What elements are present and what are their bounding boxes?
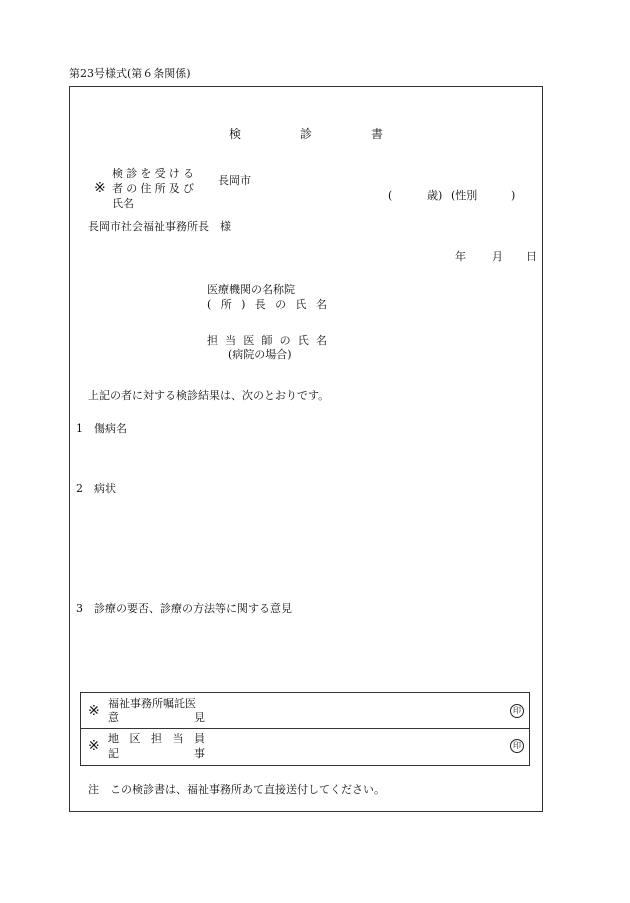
endorsement-officer-line2: 記 事 bbox=[108, 747, 205, 760]
endorsement-doctor-line1: 福祉事務所嘱託医 bbox=[108, 697, 196, 710]
title-char: 検 bbox=[229, 127, 242, 141]
section-3-number: 3 bbox=[76, 602, 83, 615]
form-number: 第23号様式(第６条関係) bbox=[69, 67, 191, 80]
endorsement-box-doctor bbox=[80, 692, 530, 729]
endorsement-officer-line1: 地 区 担 当 員 bbox=[108, 732, 205, 745]
date-day: 日 bbox=[526, 250, 537, 263]
patient-city: 長岡市 bbox=[218, 174, 251, 187]
section-1-number: 1 bbox=[76, 422, 83, 435]
section-1-label: 傷病名 bbox=[94, 422, 127, 435]
date-month: 月 bbox=[492, 250, 503, 263]
section-2-label: 病状 bbox=[94, 482, 116, 495]
institution-name-line1: 医療機関の名称院 bbox=[207, 283, 295, 296]
intro-text: 上記の者に対する検診結果は、次のとおりです。 bbox=[88, 389, 330, 402]
age-open: ( bbox=[388, 189, 393, 202]
sex-label: (性別 bbox=[451, 189, 478, 202]
section-2-number: 2 bbox=[76, 482, 83, 495]
patient-label-line1: 検 診 を 受 け る bbox=[112, 167, 194, 180]
title-char: 書 bbox=[371, 127, 384, 141]
addressee: 長岡市社会福祉事務所長 様 bbox=[88, 220, 231, 233]
date-year: 年 bbox=[455, 250, 466, 263]
doctor-name-line1: 担 当 医 師 の 氏 名 bbox=[207, 334, 327, 347]
age-label: 歳) bbox=[427, 189, 443, 202]
required-mark: ※ bbox=[88, 703, 100, 719]
endorsement-doctor-line2: 意 見 bbox=[108, 711, 205, 724]
doctor-name-line2: (病院の場合) bbox=[228, 348, 292, 361]
title-char: 診 bbox=[300, 127, 313, 141]
patient-label-line2: 者 の 住 所 及 び bbox=[112, 182, 194, 195]
required-mark: ※ bbox=[94, 180, 106, 196]
seal-icon: 印 bbox=[510, 739, 524, 753]
footnote: 注 この検診書は、福祉事務所あて直接送付してください。 bbox=[88, 783, 385, 796]
patient-label-line3: 氏名 bbox=[112, 197, 134, 210]
sex-close: ) bbox=[511, 189, 516, 202]
institution-name-line2: ( 所 ) 長 の 氏 名 bbox=[207, 298, 327, 311]
seal-icon: 印 bbox=[510, 704, 524, 718]
section-3-label: 診療の要否、診療の方法等に関する意見 bbox=[94, 602, 292, 615]
required-mark: ※ bbox=[88, 738, 100, 754]
endorsement-box-officer bbox=[80, 729, 530, 766]
